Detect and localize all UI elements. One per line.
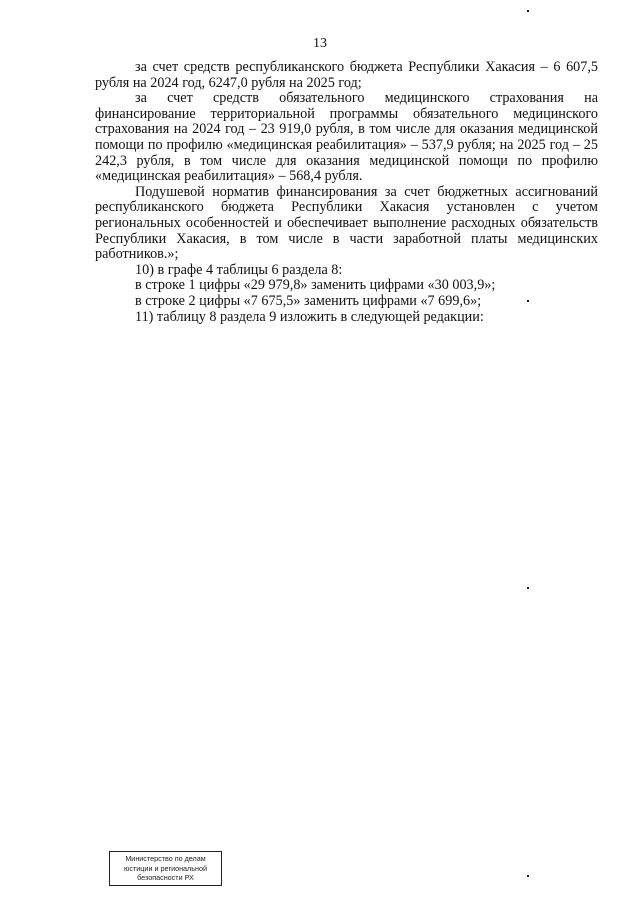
- scan-speck: [527, 875, 529, 877]
- paragraph-row-2-replace: в строке 2 цифры «7 675,5» заменить цифрами «7 699,6»;: [135, 292, 482, 309]
- page-number: 13: [313, 36, 327, 51]
- paragraph-oms-funding: за счет средств обязательного медицинского страхования на финансирование территориальной программы обязательного медицинского страхования на 2024 год – 23 919,0 рубля, в том числе для оказания медицинской помощи по профилю «медицинская реабилитация» – 537,9 рубля; на 2025 год – 25 242,3 рубля, в том числе для оказания медицинской помощи по профилю «медицинская реабилитация» – 568,4 рубля.: [95, 90, 598, 185]
- scan-speck: [527, 300, 529, 302]
- stamp-line: Министерство по делам: [125, 854, 206, 863]
- paragraph-per-capita-norm: Подушевой норматив финансирования за счет бюджетных ассигнований республиканского бюджета Республики Хакасия установлен с учетом региональных особенностей и обеспечивает выполнение расходных обязательств Республики Хакасия, в том числе в части заработной платы медицинских работников.»;: [95, 183, 598, 263]
- paragraph-item-10: 10) в графе 4 таблицы 6 раздела 8:: [135, 261, 343, 278]
- paragraph-item-11: 11) таблицу 8 раздела 9 изложить в следующей редакции:: [135, 308, 484, 325]
- scan-speck: [527, 587, 529, 589]
- stamp-line: юстиции и региональной: [124, 863, 207, 873]
- paragraph-row-1-replace: в строке 1 цифры «29 979,8» заменить цифрами «30 003,9»;: [135, 277, 496, 294]
- document-body: [95, 60, 598, 325]
- paragraph-republican-budget: за счет средств республиканского бюджета Республики Хакасия – 6 607,5 рубля на 2024 год, 6247,0 рубля на 2025 год;: [95, 59, 598, 91]
- registration-stamp: [109, 851, 222, 886]
- scan-speck: [527, 10, 529, 12]
- stamp-line: безопасности РХ: [137, 873, 194, 882]
